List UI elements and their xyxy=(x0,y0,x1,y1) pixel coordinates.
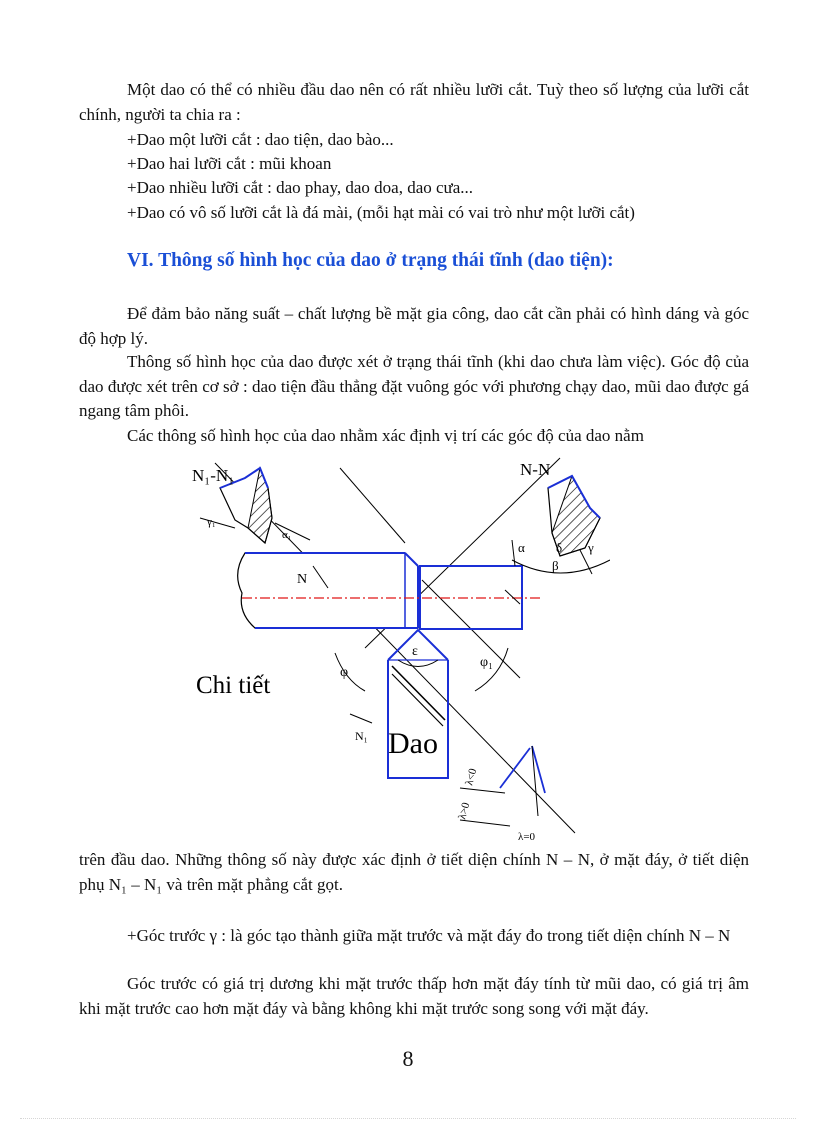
workpiece xyxy=(238,553,418,628)
n-marker: N xyxy=(297,572,308,587)
delta-label: δ xyxy=(556,540,563,555)
page-number: 8 xyxy=(402,1046,414,1071)
lambda-negative-label: λ<0 xyxy=(463,767,480,787)
beta-label: β xyxy=(552,558,559,573)
lambda-positive-label: λ>0 xyxy=(456,801,473,821)
list-item: +Dao hai lưỡi cắt : mũi khoan xyxy=(127,154,332,173)
paragraph-rake-sign: Góc trước có giá trị dương khi mặt trước thấp hơn mặt đáy tính từ mũi dao, có giá trị âm khi mặt trước cao hơn mặt đáy và bằng không khi mặt trước song song với mặt đáy. xyxy=(79,974,749,1018)
section-heading: VI. Thông số hình học của dao ở trạng thái tĩnh (dao tiện): xyxy=(127,250,614,271)
paragraph-cutting-edges: Một dao có thể có nhiều đầu dao nên có rất nhiều lưỡi cắt. Tuỳ theo số lượng của lưỡi cắt chính, người ta chia ra : xyxy=(79,80,749,124)
paragraph-static-state: Thông số hình học của dao được xét ở trạng thái tĩnh (khi dao chưa làm việc). Góc độ của dao được xét trên cơ sở : dao tiện đầu thẳng đặt vuông góc với phương chạy dao, mũi dao được gá ngang tâm phôi. xyxy=(79,352,749,420)
list-item: +Dao nhiều lưỡi cắt : dao phay, dao doa, dao cưa... xyxy=(127,178,474,197)
alpha1-label: α₁ xyxy=(282,529,292,541)
epsilon-label: ε xyxy=(412,644,418,659)
section-n1-label: N₁-N₁ xyxy=(192,466,235,485)
footer-divider xyxy=(20,1118,796,1119)
list-item: +Dao một lưỡi cắt : dao tiện, dao bào... xyxy=(127,130,394,149)
paragraph-parameters-start: Các thông số hình học của dao nhằm xác định vị trí các góc độ của dao nằm xyxy=(127,426,644,445)
paragraph-shape-requirement: Để đảm bảo năng suất – chất lượng bề mặt gia công, dao cắt cần phải có hình dáng và góc độ hợp lý. xyxy=(79,304,749,348)
paragraph-parameters-end: trên đầu dao. Những thông số này được xác định ở tiết diện chính N – N, ở mặt đáy, ở tiết diện phụ N₁ – N₁ và trên mặt phẳng cắt gọt. xyxy=(79,850,749,894)
angle-arc xyxy=(398,660,438,667)
lambda-zero-label: λ=0 xyxy=(518,831,536,843)
alpha-label: α xyxy=(518,540,525,555)
tool-label: Dao xyxy=(388,727,438,760)
turning-tool-diagram xyxy=(160,448,610,848)
list-item: +Dao có vô số lưỡi cắt là đá mài, (mỗi hạt mài có vai trò như một lưỡi cắt) xyxy=(127,203,635,222)
phi1-label: φ₁ xyxy=(480,655,493,670)
workpiece-label: Chi tiết xyxy=(196,672,271,699)
gamma1-label: γ₁ xyxy=(207,516,216,528)
n1-marker: N₁ xyxy=(355,729,368,743)
paragraph-rake-angle: +Góc trước γ : là góc tạo thành giữa mặt trước và mặt đáy đo trong tiết diện chính N – N xyxy=(127,926,731,945)
section-n-label: N-N xyxy=(520,460,551,479)
phi-label: φ xyxy=(340,665,349,680)
gamma-label: γ xyxy=(588,540,594,555)
